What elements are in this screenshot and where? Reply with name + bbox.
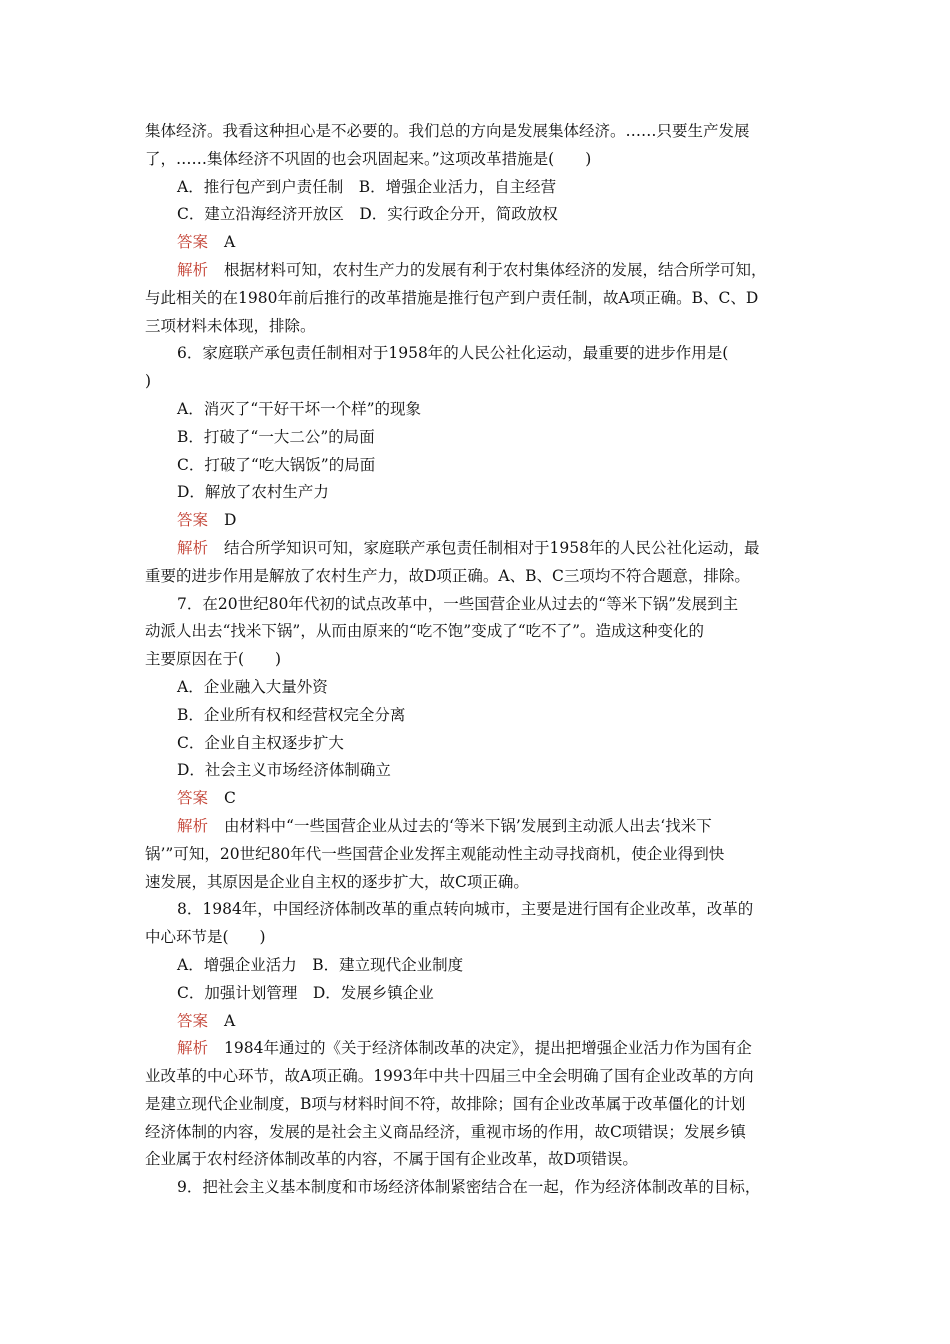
text-line: [145, 869, 810, 897]
line-text: A．增强企业活力 B．建立现代企业制度: [177, 955, 464, 974]
analysis-label: 解析: [177, 538, 209, 557]
line-text: C．建立沿海经济开放区 D．实行政企分开，简政放权: [177, 205, 558, 224]
line-text: A: [224, 1011, 236, 1030]
line-text: 6．家庭联产承包责任制相对于1958年的人民公社化运动，最重要的进步作用是(: [177, 344, 729, 363]
answer-label: 答案: [177, 511, 209, 530]
text-line: [145, 841, 810, 869]
text-line: [145, 980, 810, 1008]
line-text: C．加强计划管理 D．发展乡镇企业: [177, 983, 434, 1002]
text-line: [145, 201, 810, 229]
line-text: C．打破了“吃大锅饭”的局面: [177, 455, 376, 474]
line-text: D: [224, 511, 237, 530]
text-line: [145, 479, 810, 507]
text-line: [145, 424, 810, 452]
line-text: 锅’”可知，20世纪80年代一些国营企业发挥主观能动性主动寻找商机，使企业得到快: [145, 844, 725, 863]
text-line: [145, 924, 810, 952]
answer-line: [145, 785, 810, 813]
line-text: A．推行包产到户责任制 B．增强企业活力，自主经营: [177, 177, 557, 196]
text-line: [145, 313, 810, 341]
line-text: 三项材料未体现，排除。: [145, 316, 316, 335]
line-text: A: [224, 233, 236, 252]
line-text: 主要原因在于( ): [145, 650, 282, 669]
text-line: [145, 757, 810, 785]
line-text: 与此相关的在1980年前后推行的改革措施是推行包产到户责任制，故A项正确。B、C、D: [145, 288, 759, 307]
text-line: [145, 146, 810, 174]
analysis-label: 解析: [177, 1039, 209, 1058]
line-text: 业改革的中心环节，故A项正确。1993年中共十四届三中全会明确了国有企业改革的方向: [145, 1067, 754, 1086]
text-line: [145, 396, 810, 424]
text-line: [145, 618, 810, 646]
line-text: 根据材料可知，农村生产力的发展有利于农村集体经济的发展，结合所学可知，: [224, 260, 767, 279]
line-text: D．社会主义市场经济体制确立: [177, 761, 391, 780]
line-text: 经济体制的内容，发展的是社会主义商品经济，重视市场的作用，故C项错误；发展乡镇: [145, 1122, 746, 1141]
answer-line: [145, 229, 810, 257]
line-text: 1984年通过的《关于经济体制改革的决定》，提出把增强企业活力作为国有企: [224, 1039, 752, 1058]
text-line: [145, 1146, 810, 1174]
text-line: [145, 1119, 810, 1147]
text-line: [145, 1063, 810, 1091]
line-text: B．企业所有权和经营权完全分离: [177, 705, 406, 724]
text-line: [145, 340, 810, 368]
line-text: B．打破了“一大二公”的局面: [177, 427, 375, 446]
text-line: [145, 174, 810, 202]
line-text: 中心环节是( ): [145, 928, 266, 947]
analysis-line: [145, 535, 810, 563]
line-text: C: [224, 789, 236, 808]
analysis-line: [145, 1035, 810, 1063]
analysis-line: [145, 813, 810, 841]
text-line: [145, 674, 810, 702]
line-text: C．企业自主权逐步扩大: [177, 733, 344, 752]
answer-label: 答案: [177, 789, 209, 808]
line-text: 是建立现代企业制度，B项与材料时间不符，故排除；国有企业改革属于改革僵化的计划: [145, 1094, 746, 1113]
line-text: D．解放了农村生产力: [177, 483, 329, 502]
line-text: A．企业融入大量外资: [177, 677, 328, 696]
text-line: [145, 118, 810, 146]
line-text: ): [145, 372, 152, 391]
text-line: [145, 730, 810, 758]
text-line: [145, 368, 810, 396]
line-text: 9．把社会主义基本制度和市场经济体制紧密结合在一起，作为经济体制改革的目标，: [177, 1178, 761, 1197]
line-text: 7．在20世纪80年代初的试点改革中，一些国营企业从过去的“等米下锅”发展到主: [177, 594, 739, 613]
text-line: [145, 452, 810, 480]
text-line: [145, 1091, 810, 1119]
text-line: [145, 1174, 810, 1202]
line-text: 集体经济。我看这种担心是不必要的。我们总的方向是发展集体经济。……只要生产发展: [145, 122, 750, 140]
answer-line: [145, 1008, 810, 1036]
text-line: [145, 285, 810, 313]
text-line: [145, 702, 810, 730]
line-text: 动派人出去“找米下锅”，从而由原来的“吃不饱”变成了“吃不了”。造成这种变化的: [145, 622, 705, 641]
line-text: 企业属于农村经济体制改革的内容，不属于国有企业改革，故D项错误。: [145, 1150, 638, 1169]
answer-label: 答案: [177, 233, 209, 252]
line-text: 结合所学知识可知，家庭联产承包责任制相对于1958年的人民公社化运动，最: [224, 538, 760, 557]
answer-line: [145, 507, 810, 535]
line-text: 8．1984年，中国经济体制改革的重点转向城市，主要是进行国有企业改革，改革的: [177, 900, 754, 919]
line-text: A．消灭了“干好干坏一个样”的现象: [177, 399, 422, 418]
analysis-label: 解析: [177, 260, 209, 279]
line-text: 由材料中“一些国营企业从过去的‘等米下锅’发展到主动派人出去‘找米下: [224, 816, 712, 835]
answer-label: 答案: [177, 1011, 209, 1030]
text-line: [145, 646, 810, 674]
text-line: [145, 896, 810, 924]
text-line: [145, 563, 810, 591]
text-line: [145, 591, 810, 619]
line-text: 速发展，其原因是企业自主权的逐步扩大，故C项正确。: [145, 872, 529, 891]
line-text: 了，……集体经济不巩固的也会巩固起来。”这项改革措施是( ): [145, 149, 592, 168]
document-body: [145, 118, 810, 1202]
line-text: 重要的进步作用是解放了农村生产力，故D项正确。A、B、C三项均不符合题意，排除。: [145, 566, 750, 585]
text-line: [145, 952, 810, 980]
analysis-label: 解析: [177, 816, 209, 835]
analysis-line: [145, 257, 810, 285]
